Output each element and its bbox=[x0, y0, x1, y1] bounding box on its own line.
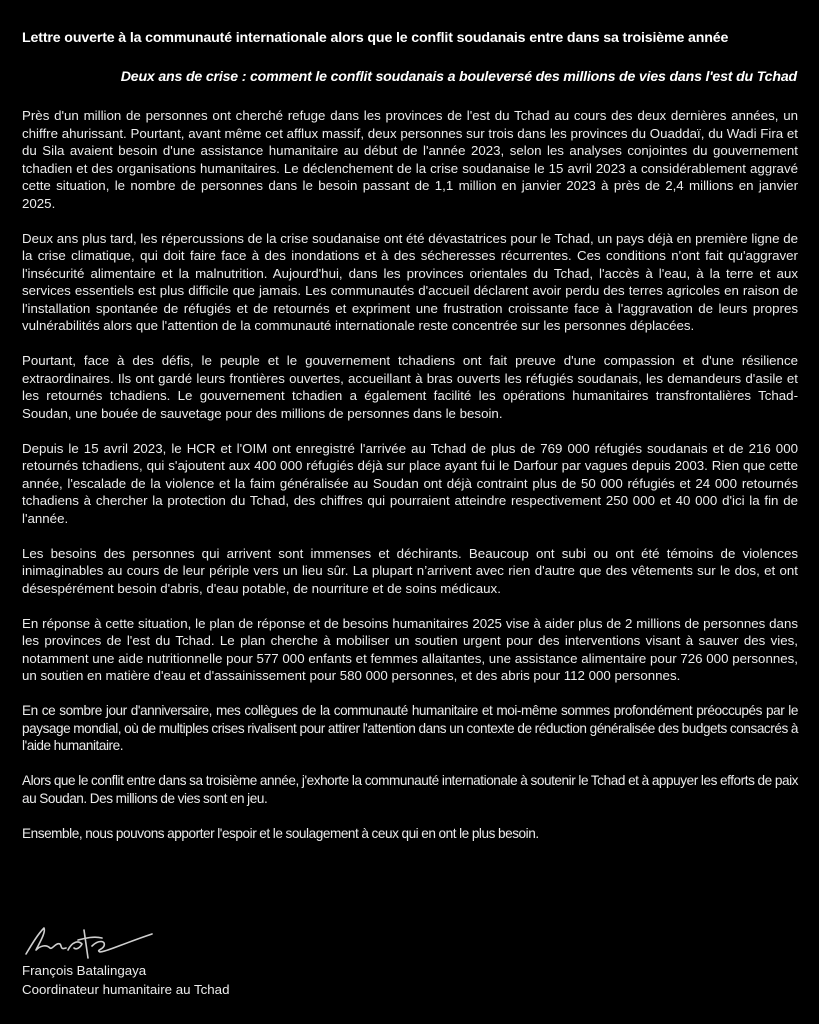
paragraph-arrivals-figures: Depuis le 15 avril 2023, le HCR et l'OIM ont enregistré l'arrivée au Tchad de plus de 769 000 réfugiés soudanais et de 216 000 retournés tchadiens, qui s'ajoutent aux 400 000 réfugiés déjà sur place ayant fui le Darfour par vagues depuis 2003. Rien que cette année, l'escalade de la violence et la faim généralisée au Soudan ont déjà contraint plus de 50 000 réfugiés et 24 000 retournés tchadiens à chercher la protection du Tchad, des chiffres qui pourraient atteindre respectivement 250 000 et 40 000 d'ici la fin de l'année. bbox=[22, 440, 798, 526]
letter-title: Lettre ouverte à la communauté internationale alors que le conflit soudanais entre dans sa troisième année bbox=[22, 30, 729, 46]
signature-block bbox=[22, 920, 229, 999]
paragraph-needs: Les besoins des personnes qui arrivent sont immenses et déchirants. Beaucoup ont subi ou ont été témoins de violences inimaginables au cours de leur périple vers un lieu sûr. La plupart n’arrivent avec rien d'autre que des vêtements sur le dos, et ont désespérément besoin d'abris, d'eau potable, de nourriture et de soins médicaux. bbox=[22, 545, 798, 596]
letter-subtitle: Deux ans de crise : comment le conflit soudanais a bouleversé des millions de vies dans l'est du Tchad bbox=[120, 69, 797, 85]
signatory-name: François Batalingaya bbox=[22, 963, 147, 978]
paragraph-repercussions: Deux ans plus tard, les répercussions de la crise soudanaise ont été dévastatrices pour le Tchad, un pays déjà en première ligne de la crise climatique, qui doit faire face à des inondations et à des sécheresses récurrentes. Ces conditions n'ont fait qu'aggraver l'insécurité alimentaire et la malnutrition. Aujourd'hui, dans les provinces orientales du Tchad, l'accès à l'eau, à la terre et aux services essentiels est plus difficile que jamais. Les communautés d'accueil déclarent avoir perdu des terres agricoles en raison de l'installation spontanée de réfugiés et de retournés et expriment une frustration croissante face à l'aggravation de leurs propres vulnérabilités alors que l'attention de la communauté internationale reste concentrée sur les personnes déplacées. bbox=[22, 230, 798, 333]
paragraph-appeal: Alors que le conflit entre dans sa troisième année, j'exhorte la communauté internationale à soutenir le Tchad et à appuyer les efforts de paix au Soudan. Des millions de vies sont en jeu. bbox=[22, 773, 798, 806]
signature-icon bbox=[22, 920, 162, 962]
paragraph-closing: Ensemble, nous pouvons apporter l'espoir et le soulagement à ceux qui en ont le plus besoin. bbox=[22, 825, 539, 841]
paragraph-resilience: Pourtant, face à des défis, le peuple et le gouvernement tchadiens ont fait preuve d'une compassion et d'une résilience extraordinaires. Ils ont gardé leurs frontières ouvertes, accueillant à bras ouverts les réfugiés soudanais, les demandeurs d'asile et les retournés tchadiens. Le gouvernement tchadien a également facilité les opérations humanitaires transfrontalières Tchad-Soudan, une bouée de sauvetage pour des millions de personnes dans le besoin. bbox=[22, 353, 798, 421]
signatory-role: Coordinateur humanitaire au Tchad bbox=[22, 981, 230, 997]
paragraph-response-plan: En réponse à cette situation, le plan de réponse et de besoins humanitaires 2025 vise à aider plus de 2 millions de personnes dans les provinces de l'est du Tchad. Le plan cherche à mobiliser un soutien urgent pour des interventions visant à sauver des vies, notamment une aide nutritionnelle pour 577 000 enfants et femmes allaitantes, une assistance alimentaire pour 726 000 personnes, un soutien en matière d'eau et d'assainissement pour 580 000 personnes, et des abris pour 112 000 personnes. bbox=[22, 615, 798, 683]
paragraph-anniversary: En ce sombre jour d'anniversaire, mes collègues de la communauté humanitaire et moi-même sommes profondément préoccupés par le paysage mondial, où de multiples crises rivalisent pour attirer l'attention dans un contexte de réduction généralisée des budgets consacrés à l'aide humanitaire. bbox=[22, 703, 798, 753]
paragraph-refugees-influx: Près d'un million de personnes ont cherché refuge dans les provinces de l'est du Tchad au cours des deux dernières années, un chiffre ahurissant. Pourtant, avant même cet afflux massif, deux personnes sur trois dans les provinces du Ouaddaï, du Wadi Fira et du Sila avaient besoin d'une assistance humanitaire au début de l'année 2023, selon les analyses conjointes du gouvernement tchadien et des organisations humanitaires. Le déclenchement de la crise soudanaise le 15 avril 2023 a considérablement aggravé cette situation, le nombre de personnes dans le besoin passant de 1,1 million en janvier 2023 à près de 2,4 millions en janvier 2025. bbox=[22, 108, 798, 211]
letter-body bbox=[22, 107, 798, 860]
